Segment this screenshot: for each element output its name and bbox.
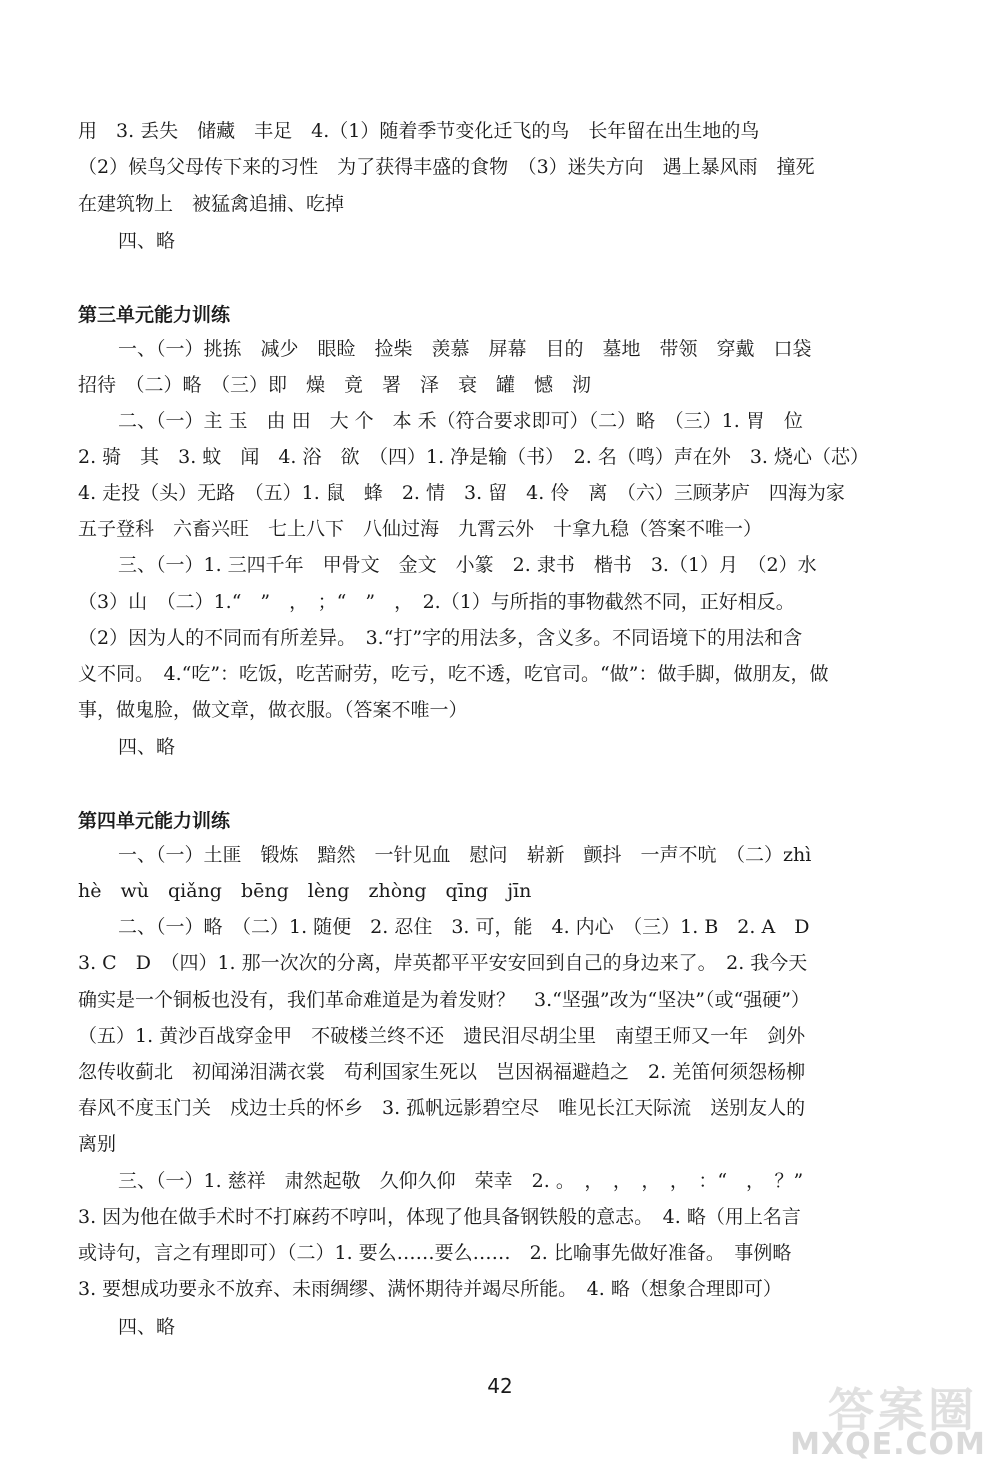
text-line: 一、（一）挑拣 减少 眼睑 捡柴 羡慕 屏幕 目的 墓地 带领 穿戴 口袋 <box>118 338 812 360</box>
watermark-top-text: 答案圈 <box>828 1383 978 1437</box>
text-line: （五）1. 黄沙百战穿金甲 不破楼兰终不还 遗民泪尽胡尘里 南望王师又一年 剑外 <box>78 1025 806 1047</box>
text-line: 忽传收蓟北 初闻涕泪满衣裳 苟利国家生死以 岂因祸福避趋之 2. 羌笛何须怨杨柳 <box>78 1061 806 1083</box>
text-line: 3. 要想成功要永不放弃、未雨绸缪、满怀期待并竭尽所能。 4. 略（想象合理即可） <box>78 1278 782 1300</box>
text-line: 一、（一）土匪 锻炼 黯然 一针见血 慰问 崭新 颤抖 一声不吭 （二）zhì <box>118 844 812 866</box>
text-line: 或诗句，言之有理即可）（二）1. 要么……要么…… 2. 比喻事先做好准备。 事例略 <box>78 1242 792 1264</box>
text-line: （2）候鸟父母传下来的习性 为了获得丰盛的食物 （3）迷失方向 遇上暴风雨 撞死 <box>78 156 815 178</box>
text-line: 义不同。 4.“吃”：吃饭，吃苦耐劳，吃亏，吃不透，吃官司。“做”：做手脚，做朋友，做 <box>78 663 829 685</box>
text-line: 三、（一）1. 三四千年 甲骨文 金文 小篆 2. 隶书 楷书 3.（1）月 （2）水 <box>118 554 817 576</box>
text-line: hè wù qiǎng bēng lèng zhòng qīng jīn <box>78 880 532 902</box>
text-line: 3. C D （四）1. 那一次次的分离，岸英都平平安安回到自己的身边来了。 2. 我今天 <box>78 952 808 974</box>
text-line: 用 3. 丢失 储藏 丰足 4.（1）随着季节变化迁飞的鸟 长年留在出生地的鸟 <box>78 120 760 142</box>
watermark-bottom-text: MXQE.COM <box>790 1427 986 1462</box>
unit4-title: 第四单元能力训练 <box>78 810 231 832</box>
unit3-title: 第三单元能力训练 <box>78 304 231 326</box>
text-line: 确实是一个铜板也没有，我们革命难道是为着发财？ 3.“坚强”改为“坚决”（或“强硬”） <box>78 989 810 1011</box>
text-line: （2）因为人的不同而有所差异。 3.“打”字的用法多，含义多。不同语境下的用法和含 <box>78 627 803 649</box>
text-line: （3）山 （二）1.“ ” ， ；“ ” ， 2.（1）与所指的事物截然不同，正好相反。 <box>78 591 795 613</box>
text-line: 3. 因为他在做手术时不打麻药不哼叫，体现了他具备钢铁般的意志。 4. 略（用上名言 <box>78 1206 801 1228</box>
page-number: 42 <box>487 1374 513 1398</box>
text-line: 二、（一）主 玉 由 田 大 个 本 禾（符合要求即可）（二）略 （三）1. 胃 位 <box>118 410 803 432</box>
text-line: 4. 走投（头）无路 （五）1. 鼠 蜂 2. 情 3. 留 4. 伶 离 （六）三顾茅庐 四海为家 <box>78 482 845 504</box>
text-line: 2. 骑 其 3. 蚊 闻 4. 浴 欲 （四）1. 净是输（书） 2. 名（鸣）声在外 3. 烧心（芯） <box>78 446 870 468</box>
text-line: 招待 （二）略 （三）即 燥 竟 署 泽 衰 罐 憾 沏 <box>78 374 592 396</box>
watermark-logo <box>788 1372 988 1462</box>
text-line: 离别 <box>78 1133 117 1155</box>
text-line: 事，做鬼脸，做文章，做衣服。（答案不唯一） <box>78 699 468 721</box>
text-line: 四、略 <box>118 1316 176 1338</box>
text-line: 三、（一）1. 慈祥 肃然起敬 久仰久仰 荣幸 2. 。 ， ， ， ， ：“ ， ？” <box>118 1170 804 1192</box>
text-line: 四、略 <box>118 736 176 758</box>
text-line: 四、略 <box>118 230 176 252</box>
text-line: 五子登科 六畜兴旺 七上八下 八仙过海 九霄云外 十拿九稳（答案不唯一） <box>78 518 763 540</box>
text-line: 春风不度玉门关 戍边士兵的怀乡 3. 孤帆远影碧空尽 唯见长江天际流 送别友人的 <box>78 1097 806 1119</box>
text-line: 在建筑物上 被猛禽追捕、吃掉 <box>78 193 345 215</box>
text-line: 二、（一）略 （二）1. 随便 2. 忍住 3. 可，能 4. 内心 （三）1. B 2. A D <box>118 916 810 938</box>
